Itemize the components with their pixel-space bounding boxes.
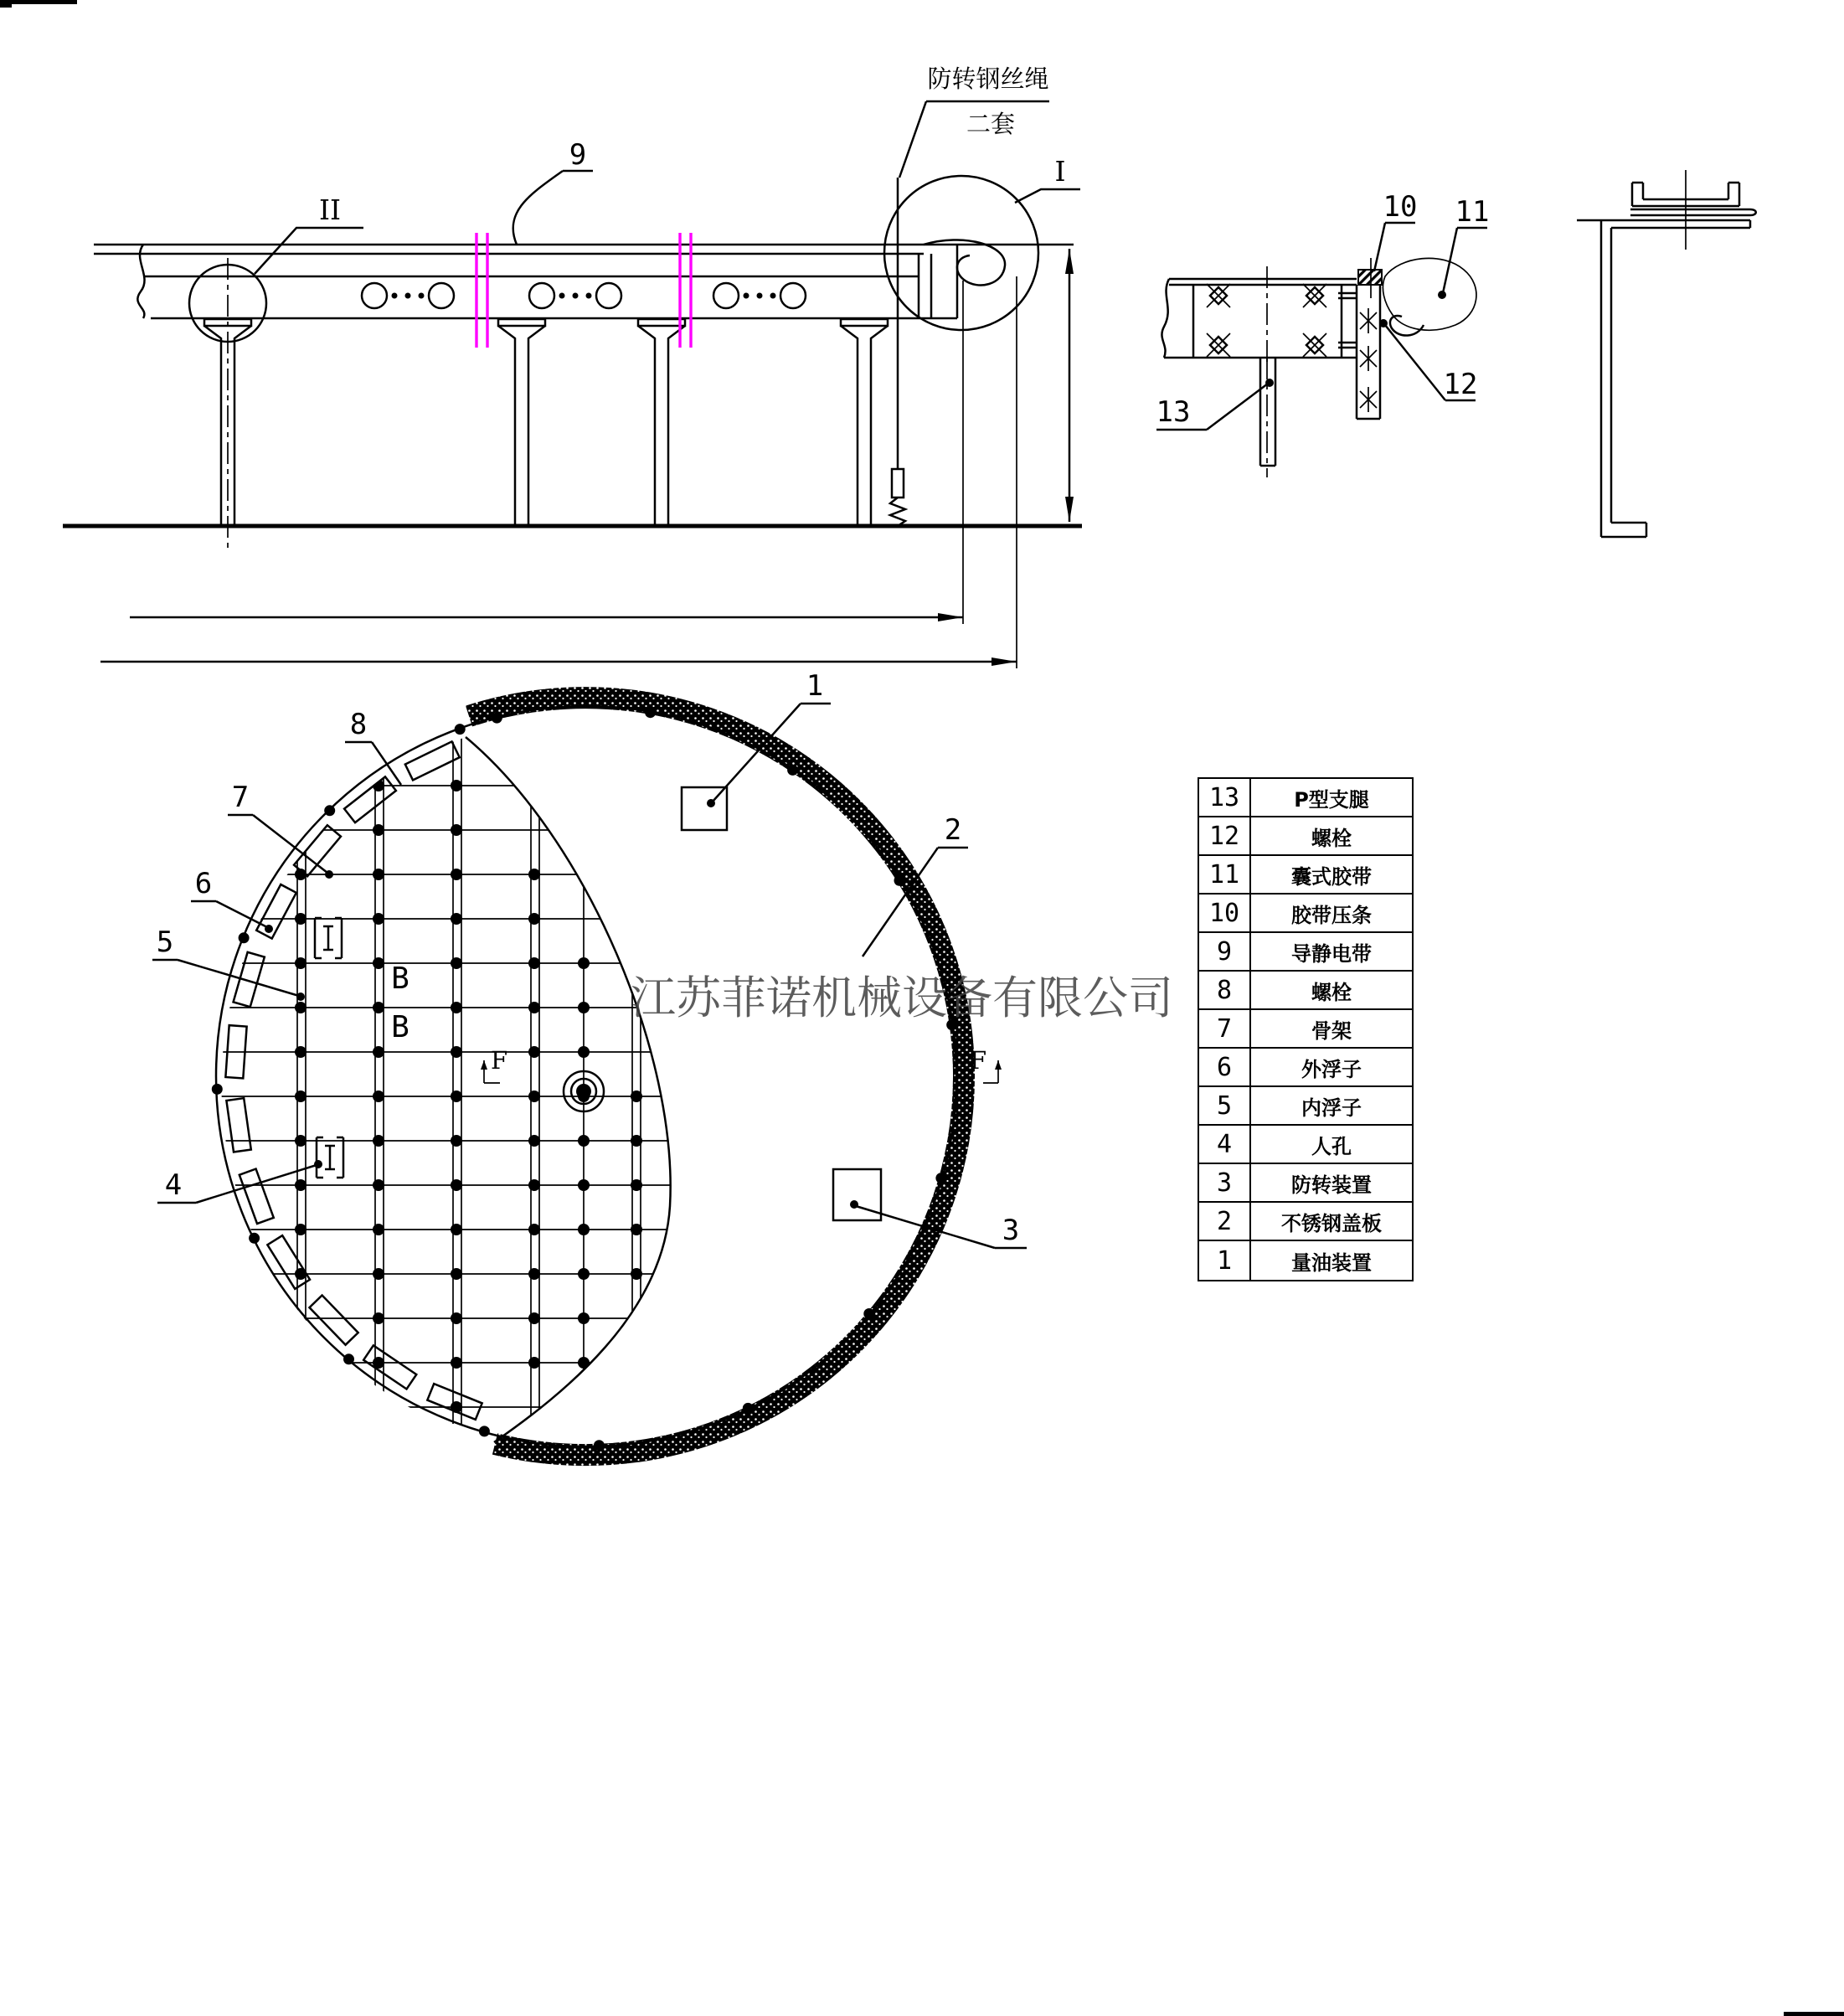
table-row xyxy=(1199,1203,1412,1241)
part-name: 不锈钢盖板 xyxy=(1281,1211,1382,1235)
part-name: 螺栓 xyxy=(1311,826,1352,850)
part-name: 骨架 xyxy=(1311,1018,1352,1043)
break-line xyxy=(1162,279,1169,358)
part-name: 外浮子 xyxy=(1301,1057,1362,1081)
cover-boundary xyxy=(466,737,671,1442)
frame-grid xyxy=(211,722,680,1434)
callout-2-label: 2 xyxy=(944,813,962,847)
callout-13-label: 13 xyxy=(1156,395,1191,429)
callout-5-label: 5 xyxy=(156,926,174,959)
table-row xyxy=(1199,779,1412,817)
callout-10 xyxy=(1374,190,1417,271)
table-row xyxy=(1199,1164,1412,1203)
callout-12-label: 12 xyxy=(1443,368,1478,401)
turnbuckle xyxy=(892,469,904,498)
elevation-view xyxy=(63,64,1082,668)
support-legs xyxy=(204,319,888,526)
p-leg xyxy=(1260,358,1275,466)
part-name: 囊式胶带 xyxy=(1291,864,1372,889)
grid-mark-b-lower: B xyxy=(391,1010,409,1044)
part-number: 2 xyxy=(1199,1203,1251,1240)
callout-11-label: 11 xyxy=(1455,195,1490,229)
part-name: 导静电带 xyxy=(1291,941,1372,966)
part-number: 3 xyxy=(1199,1164,1251,1201)
tank-rim-circle xyxy=(216,706,956,1446)
wire-rope-note-line2: 二套 xyxy=(966,110,1016,138)
part-number: 6 xyxy=(1199,1049,1251,1085)
float-holes xyxy=(362,283,806,308)
callout-7 xyxy=(228,781,333,879)
part-number: 12 xyxy=(1199,817,1251,854)
wire-rope-note xyxy=(899,64,1049,178)
belt-clamp-strip xyxy=(1358,270,1382,285)
callout-9-label: 9 xyxy=(569,138,587,172)
table-row xyxy=(1199,933,1412,972)
table-row xyxy=(1199,1049,1412,1087)
break-line-left xyxy=(137,245,144,318)
callout-11 xyxy=(1438,195,1489,299)
part-name: P型支腿 xyxy=(1294,787,1369,812)
spring-symbol xyxy=(890,498,905,526)
part-name: 防转装置 xyxy=(1291,1173,1372,1197)
detail-i-leader xyxy=(1015,189,1080,203)
table-row xyxy=(1199,1241,1412,1280)
callout-3-label: 3 xyxy=(1002,1214,1020,1247)
grid-mark-b-upper: B xyxy=(391,962,409,996)
wire-rope-note-line1: 防转钢丝绳 xyxy=(927,64,1049,93)
part-number: 10 xyxy=(1199,895,1251,931)
table-row xyxy=(1199,817,1412,856)
table-row xyxy=(1199,856,1412,895)
part-name: 人孔 xyxy=(1311,1134,1352,1158)
table-row xyxy=(1199,1087,1412,1126)
part-number: 9 xyxy=(1199,933,1251,970)
detail-view-leg-section xyxy=(1577,170,1756,537)
rim-band-hatched xyxy=(469,698,964,1455)
part-number: 1 xyxy=(1199,1241,1251,1280)
bladder-belt-blob xyxy=(1383,258,1476,330)
company-watermark: 江苏菲诺机械设备有限公司 xyxy=(631,972,1173,1024)
parts-table xyxy=(1198,777,1414,1281)
dimension-lines xyxy=(100,249,1074,668)
part-number: 7 xyxy=(1199,1010,1251,1047)
callout-7-label: 7 xyxy=(231,781,250,814)
anti-rotation-square xyxy=(833,1169,881,1220)
table-row xyxy=(1199,1126,1412,1164)
part-name: 量油装置 xyxy=(1291,1250,1372,1275)
part-number: 4 xyxy=(1199,1126,1251,1163)
detail-ii-leader xyxy=(255,228,363,274)
rim-seal-hook xyxy=(924,240,1005,285)
part-number: 8 xyxy=(1199,972,1251,1008)
callout-13 xyxy=(1156,379,1274,430)
callout-10-label: 10 xyxy=(1383,190,1418,224)
part-number: 13 xyxy=(1199,779,1251,816)
section-f-right-label: F xyxy=(970,1046,987,1075)
callout-9 xyxy=(513,138,593,245)
part-number: 5 xyxy=(1199,1087,1251,1124)
callout-1-label: 1 xyxy=(806,669,824,703)
channel-profile xyxy=(1601,220,1646,537)
table-row xyxy=(1199,972,1412,1010)
break-lines-magenta xyxy=(476,233,691,348)
callout-4-label: 4 xyxy=(164,1168,183,1202)
plan-view xyxy=(152,669,1027,1455)
part-name: 螺栓 xyxy=(1311,980,1352,1004)
manhole-symbols xyxy=(315,918,343,1178)
part-number: 11 xyxy=(1199,856,1251,893)
section-f-left-label: F xyxy=(491,1046,508,1075)
table-row xyxy=(1199,895,1412,933)
anti-rotation-wire-rope xyxy=(890,178,905,526)
detail-i-label: I xyxy=(1054,155,1066,188)
part-name: 胶带压条 xyxy=(1291,903,1372,927)
detail-ii-label: II xyxy=(318,193,342,226)
table-row xyxy=(1199,1010,1412,1049)
detail-view-rim xyxy=(1156,190,1490,477)
part-name: 内浮子 xyxy=(1301,1096,1362,1120)
callout-6-label: 6 xyxy=(194,867,213,900)
callout-8-label: 8 xyxy=(349,708,368,741)
